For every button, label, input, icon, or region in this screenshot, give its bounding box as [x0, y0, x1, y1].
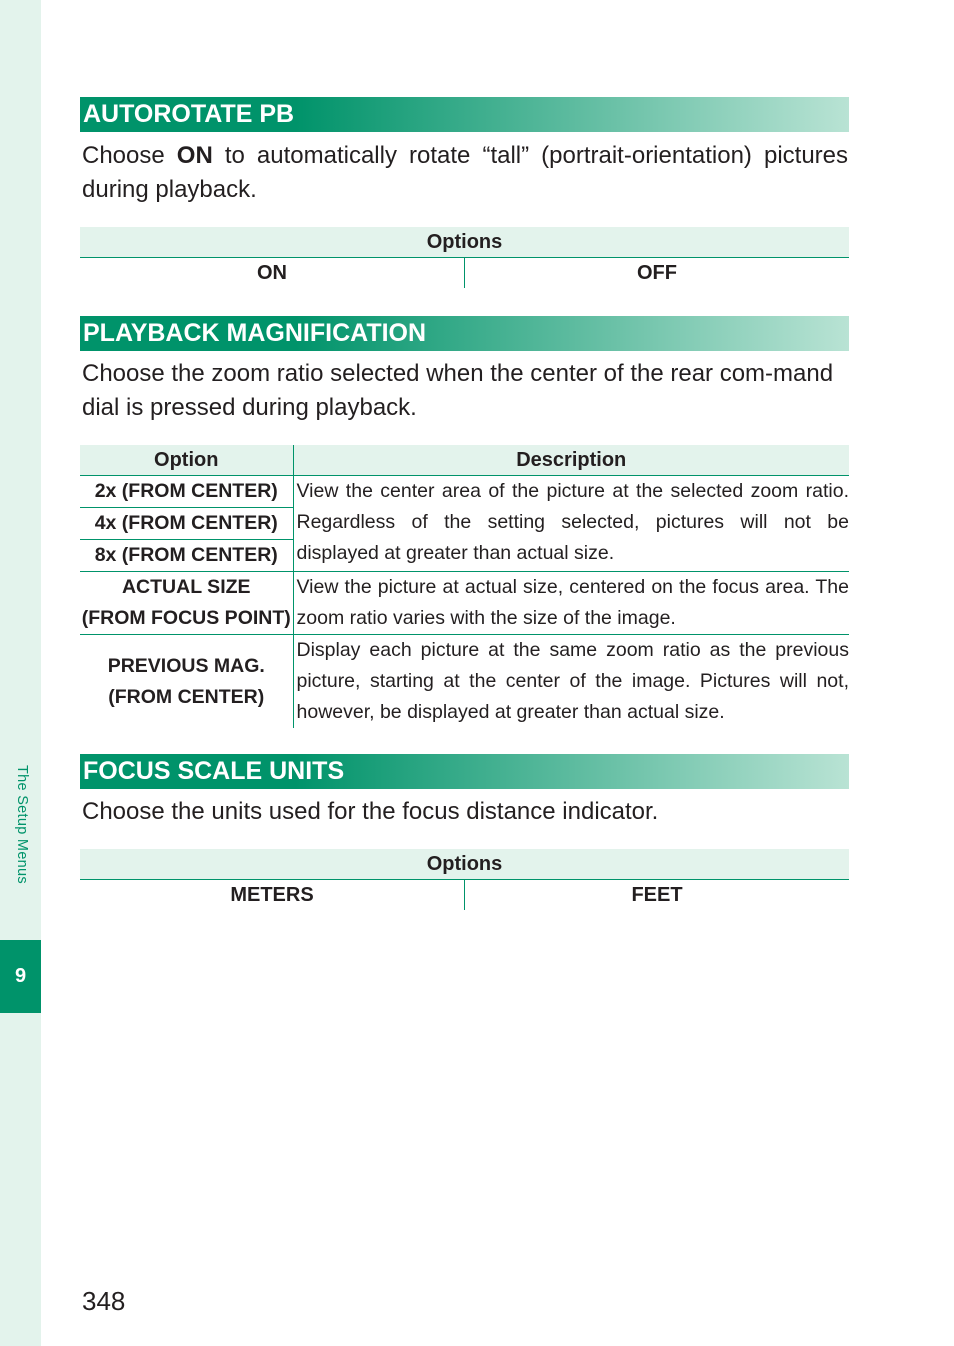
description-actual-size: View the picture at actual size, centered on the focus area. The zoom ratio varies with the size of the image. [293, 572, 849, 635]
option-actual-size: ACTUAL SIZE (FROM FOCUS POINT) [80, 572, 293, 635]
option-meters: METERS [230, 883, 314, 906]
side-strip [0, 0, 41, 1346]
option-feet: FEET [465, 880, 850, 911]
focus-scale-description: Choose the units used for the focus distance indicator. [82, 798, 659, 825]
chapter-tab: 9 [0, 940, 41, 1013]
option-column-header: Option [80, 445, 293, 476]
option-off: OFF [465, 258, 850, 289]
focus-scale-options-table [80, 849, 849, 910]
option-on: ON [257, 261, 287, 284]
playback-mag-description: Choose the zoom ratio selected when the center of the rear com-mand dial is pressed during playback. [82, 360, 834, 421]
options-header: Options [80, 227, 849, 258]
option-4x: 4x (FROM CENTER) [80, 508, 293, 540]
section-label: The Setup Menus [14, 765, 30, 884]
description-zoom-ratio: View the center area of the picture at the selected zoom ratio. Regardless of the setting selected, pictures will not be displayed at greater than actual size. [293, 476, 849, 572]
playback-mag-table [80, 445, 849, 728]
page-number: 348 [82, 1286, 126, 1316]
autorotate-description: Choose ON to automatically rotate “tall” (portrait-orientation) pictures during playback. [82, 142, 849, 203]
on-keyword: ON [176, 142, 213, 169]
option-8x: 8x (FROM CENTER) [80, 540, 293, 572]
option-previous-mag: PREVIOUS MAG. (FROM CENTER) [107, 654, 265, 708]
option-2x: 2x (FROM CENTER) [80, 476, 293, 508]
focus-scale-heading: FOCUS SCALE UNITS [80, 754, 849, 789]
playback-mag-heading: PLAYBACK MAGNIFICATION [80, 316, 849, 351]
autorotate-options-table [80, 227, 849, 288]
options-header: Options [80, 849, 849, 880]
description-previous-mag: Display each picture at the same zoom ratio as the previous picture, starting at the center of the image. Pictures will not, however, be displayed at greater than actual size. [293, 635, 849, 729]
autorotate-heading: AUTOROTATE PB [80, 97, 849, 132]
description-column-header: Description [293, 445, 849, 476]
